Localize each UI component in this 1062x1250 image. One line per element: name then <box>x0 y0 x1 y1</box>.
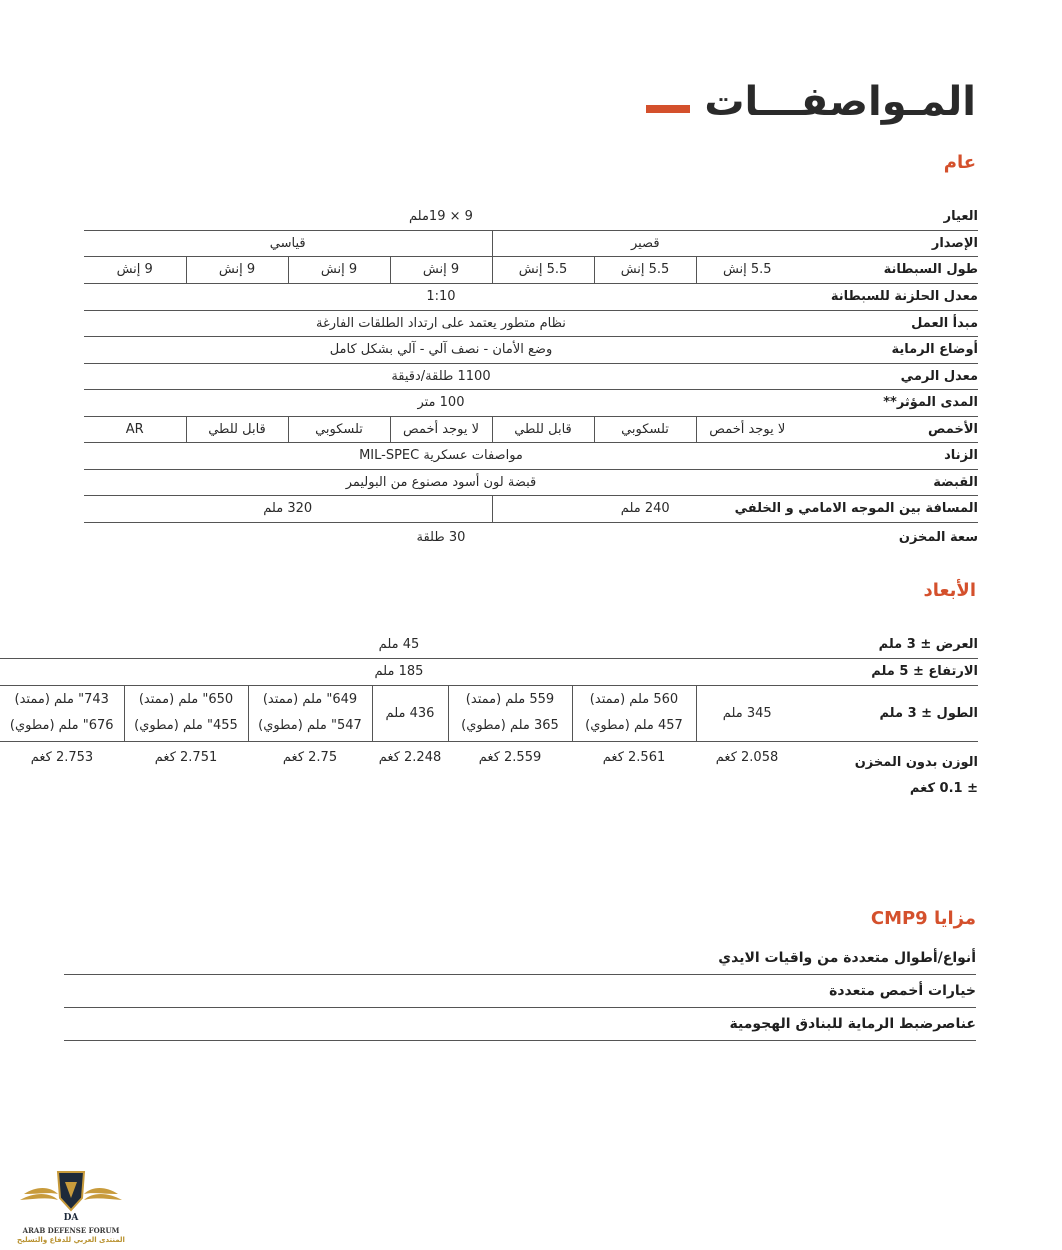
feature-item: أنواع/أطوال متعددة من واقيات الايدي <box>64 942 976 975</box>
length-folded: 455" ملم (مطوي) <box>134 718 238 733</box>
row-twist-rate <box>84 283 978 310</box>
sight-radius-label: المسافة بين الموجه الامامي و الخلفي <box>798 495 978 522</box>
row-trigger <box>84 442 978 469</box>
weight-label-line2: ± 0.1 كغم <box>909 780 978 796</box>
features-list <box>64 942 976 1041</box>
caliber-value: 9 × 19ملم <box>84 203 798 230</box>
row-grip <box>84 469 978 495</box>
barrel-length-value: 5.5 إنش <box>594 256 696 283</box>
section-heading-features: مزايا CMP9 <box>870 908 976 929</box>
barrel-length-value: 9 إنش <box>84 256 186 283</box>
stock-value: قابل للطي <box>186 416 288 442</box>
height-value: 185 ملم <box>0 658 798 685</box>
section-heading-general: عام <box>943 152 976 173</box>
row-effective-range <box>84 389 978 416</box>
page-title: المـواصفـــات <box>704 79 976 125</box>
operating-principle-label: مبدأ العمل <box>798 310 978 336</box>
version-value-short: قصير <box>492 230 798 256</box>
length-extended: 743" ملم (ممتد) <box>14 692 109 707</box>
length-value-pair <box>448 685 572 741</box>
effective-range-label: المدى المؤثر** <box>798 389 978 416</box>
row-firing-modes <box>84 336 978 363</box>
weight-label <box>798 741 978 802</box>
feature-item: عناصرضبط الرماية للبنادق الهجومية <box>64 1008 976 1041</box>
row-rate-of-fire <box>84 363 978 389</box>
sight-radius-value-short: 240 ملم <box>492 495 798 522</box>
trigger-value: مواصفات عسكرية MIL-SPEC <box>84 442 798 469</box>
svg-text:DA: DA <box>63 1213 79 1223</box>
row-sight-radius <box>84 495 978 522</box>
magazine-capacity-label: سعة المخزن <box>898 529 978 545</box>
weight-label-line1: الوزن بدون المخزن <box>854 754 978 770</box>
row-magazine-capacity <box>84 522 978 552</box>
version-value-standard: قياسي <box>84 230 492 256</box>
firing-modes-value: وضع الأمان - نصف آلي - آلي بشكل كامل <box>84 336 798 363</box>
rate-of-fire-label: معدل الرمي <box>798 363 978 389</box>
firing-modes-label: أوضاع الرماية <box>798 336 978 363</box>
winged-shield-icon <box>16 1164 126 1224</box>
length-folded: 365 ملم (مطوي) <box>461 718 559 733</box>
length-value-pair <box>124 685 248 741</box>
length-folded: 547" ملم (مطوي) <box>258 718 362 733</box>
length-value-pair <box>248 685 372 741</box>
title-accent-bar <box>646 105 690 113</box>
rate-of-fire-value: 1100 طلقة/دقيقة <box>84 363 798 389</box>
barrel-length-value: 9 إنش <box>186 256 288 283</box>
page-title-block <box>92 72 976 132</box>
sight-radius-value-standard: 320 ملم <box>84 495 492 522</box>
length-extended: 559 ملم (ممتد) <box>465 692 555 707</box>
magazine-capacity-value: 30 طلقة <box>416 529 466 545</box>
barrel-length-label: طول السبطانة <box>798 256 978 283</box>
length-extended: 649" ملم (ممتد) <box>262 692 358 707</box>
weight-value: 2.75 كغم <box>282 749 338 765</box>
row-stock <box>84 416 978 442</box>
barrel-length-value: 5.5 إنش <box>696 256 798 283</box>
grip-value: قبضة لون أسود مصنوع من البوليمر <box>84 469 798 495</box>
length-folded: 457 ملم (مطوي) <box>585 718 683 733</box>
weight-value: 2.559 كغم <box>478 749 542 765</box>
row-barrel-length <box>84 256 978 283</box>
weight-value: 2.561 كغم <box>602 749 666 765</box>
weight-value: 2.058 كغم <box>715 749 779 765</box>
feature-item: خيارات أخمص متعددة <box>64 975 976 1008</box>
row-length <box>0 685 978 741</box>
effective-range-value: 100 متر <box>84 389 798 416</box>
logo-text-ar: المنتدى العربي للدفاع والتسليح <box>17 1236 125 1244</box>
length-extended: 650" ملم (ممتد) <box>138 692 234 707</box>
barrel-length-value: 5.5 إنش <box>492 256 594 283</box>
logo-text-en: ARAB DEFENSE FORUM <box>22 1226 120 1235</box>
row-operating-principle <box>84 310 978 336</box>
operating-principle-value: نظام متطور يعتمد على ارتداد الطلقات الفارغة <box>84 310 798 336</box>
stock-value: لا يوجد أخمص <box>390 416 492 442</box>
length-value: 436 ملم <box>372 685 448 741</box>
row-version <box>84 230 978 256</box>
grip-label: القبضة <box>798 469 978 495</box>
section-heading-dimensions: الأبعاد <box>923 580 976 601</box>
stock-value: قابل للطي <box>492 416 594 442</box>
length-value: 345 ملم <box>696 685 798 741</box>
dimensions-table <box>0 632 978 802</box>
length-extended: 560 ملم (ممتد) <box>589 692 679 707</box>
general-specs-table <box>84 203 978 552</box>
stock-value: تلسكوبي <box>288 416 390 442</box>
stock-value: لا يوجد أخمص <box>696 416 798 442</box>
weight-value: 2.751 كغم <box>154 749 218 765</box>
width-label: العرض ± 3 ملم <box>798 632 978 658</box>
stock-label: الأخمص <box>798 416 978 442</box>
barrel-length-value: 9 إنش <box>390 256 492 283</box>
stock-value: تلسكوبي <box>594 416 696 442</box>
weight-value: 2.248 كغم <box>378 749 442 765</box>
barrel-length-value: 9 إنش <box>288 256 390 283</box>
twist-rate-label: معدل الحلزنة للسبطانة <box>798 283 978 310</box>
caliber-label: العيار <box>798 203 978 230</box>
length-folded: 676" ملم (مطوي) <box>9 718 114 733</box>
row-weight <box>0 741 978 802</box>
length-value-pair <box>572 685 696 741</box>
stock-value: AR <box>84 416 186 442</box>
trigger-label: الزناد <box>798 442 978 469</box>
length-value-pair <box>0 685 124 741</box>
height-label: الارتفاع ± 5 ملم <box>798 658 978 685</box>
row-width <box>0 632 978 658</box>
row-caliber <box>84 203 978 230</box>
version-label: الإصدار <box>798 230 978 256</box>
length-label: الطول ± 3 ملم <box>798 685 978 741</box>
width-value: 45 ملم <box>0 632 798 658</box>
forum-logo <box>16 1164 126 1244</box>
twist-rate-value: 1:10 <box>84 283 798 310</box>
row-height <box>0 658 978 685</box>
weight-value: 2.753 كغم <box>30 749 94 765</box>
